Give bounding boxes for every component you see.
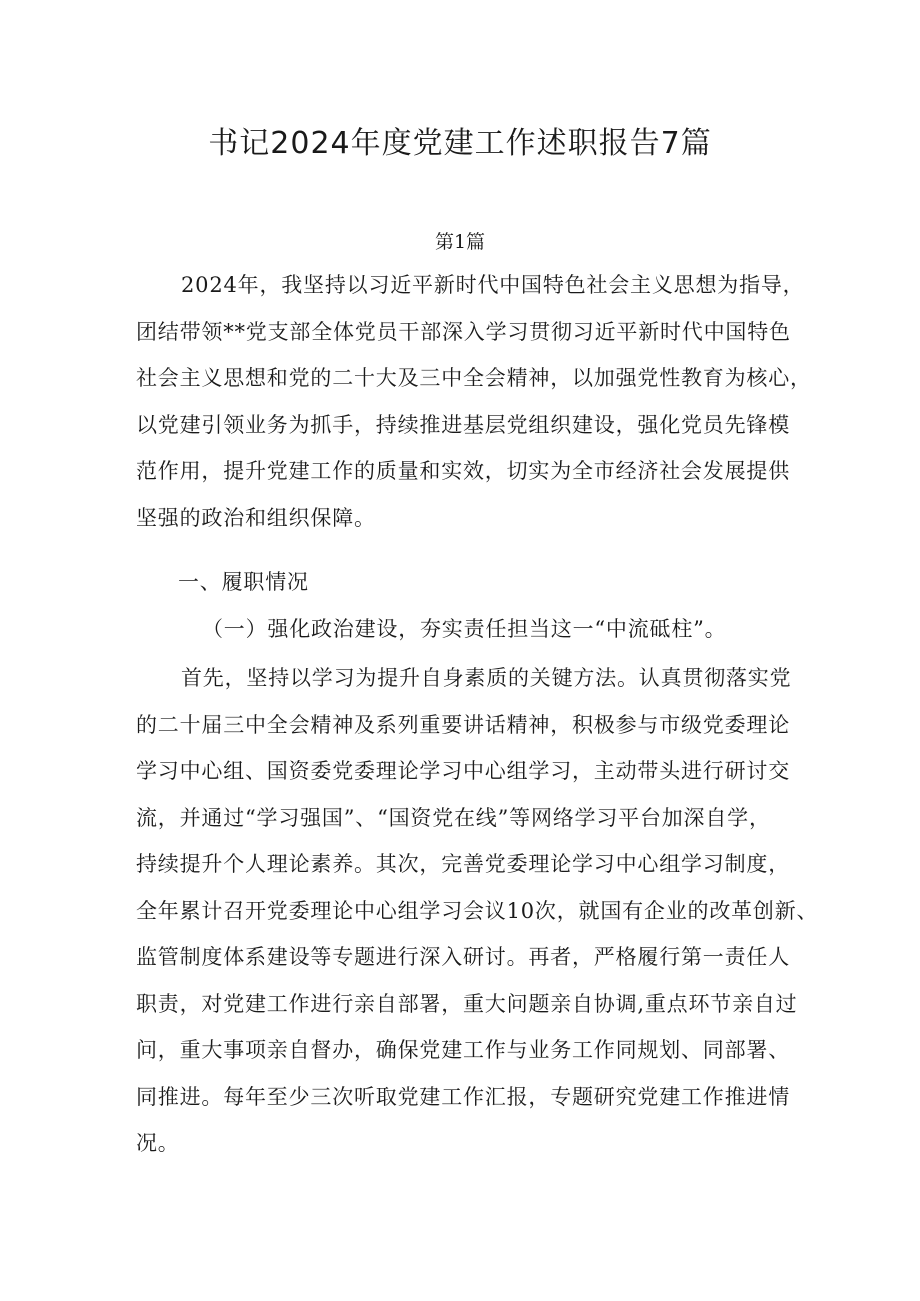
paragraph-line: 问，重大事项亲自督办，确保党建工作与业务工作同规划、同部署、 <box>136 1038 790 1062</box>
paragraph-line: 以党建引领业务为抓手，持续推进基层党组织建设，强化党员先锋模 <box>136 412 790 437</box>
paragraph-line: 社会主义思想和党的二十大及三中全会精神，以加强党性教育为核心， <box>136 366 812 390</box>
paragraph-line: 同推进。每年至少三次听取党建工作汇报，专题研究党建工作推进情 <box>136 1084 790 1109</box>
paragraph-line: 职责，对党建工作进行亲自部署，重大问题亲自协调,重点环节亲自过 <box>136 991 798 1016</box>
paragraph-line: 况。 <box>136 1131 180 1155</box>
paragraph-body <box>136 655 819 1167</box>
paragraph-line: 全年累计召开党委理论中心组学习会议10次，就国有企业的改革创新、 <box>136 898 819 923</box>
paragraph-intro <box>136 262 812 541</box>
paragraph-line: 范作用，提升党建工作的质量和实效，切实为全市经济社会发展提供 <box>136 459 790 483</box>
paragraph-line: 坚强的政治和组织保障。 <box>136 505 376 530</box>
paragraph-line: 持续提升个人理论素养。其次，完善党委理论学习中心组学习制度， <box>136 852 790 876</box>
paragraph-line: 2024年，我坚持以习近平新时代中国特色社会主义思想为指导， <box>181 273 805 297</box>
heading-level-2 <box>136 606 796 653</box>
document-title: 书记2024年度党建工作述职报告7篇 <box>208 126 712 161</box>
paragraph-line: 监管制度体系建设等专题进行深入研讨。再者，严格履行第一责任人 <box>136 945 790 969</box>
paragraph-line: 团结带领**党支部全体党员干部深入学习贯彻习近平新时代中国特色 <box>136 319 791 344</box>
heading-level-1-text: 一、履职情况 <box>178 570 309 594</box>
chapter-heading: 第1篇 <box>434 231 486 253</box>
paragraph-line: 流，并通过“学习强国”、“国资党在线”等网络学习平台加深自学， <box>136 805 771 830</box>
heading-level-1 <box>136 559 796 606</box>
heading-level-2-text: （一）强化政治建设，夯实责任担当这一“中流砥柱”。 <box>202 617 727 641</box>
paragraph-line: 首先，坚持以学习为提升自身素质的关键方法。认真贯彻落实党 <box>181 666 792 690</box>
paragraph-line: 学习中心组、国资委党委理论学习中心组学习，主动带头进行研讨交 <box>136 759 790 783</box>
paragraph-line: 的二十届三中全会精神及系列重要讲话精神，积极参与市级党委理论 <box>136 712 790 737</box>
